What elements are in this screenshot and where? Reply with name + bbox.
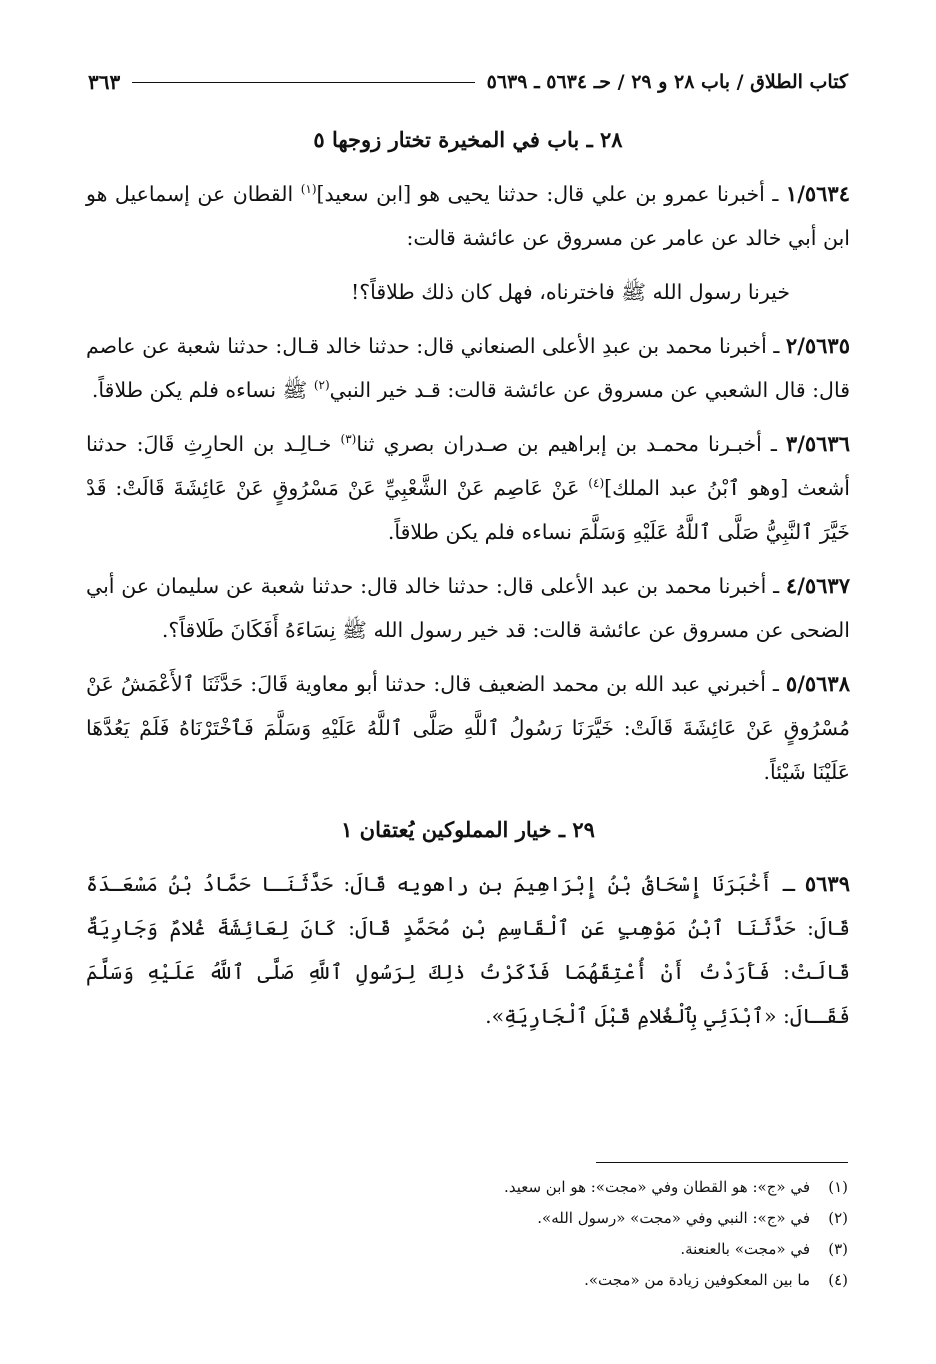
hadith-paragraph — [86, 862, 850, 1038]
footnote-number: (١) — [828, 1178, 848, 1196]
footnote-text: ما بين المعكوفين زيادة من «مجت». — [584, 1271, 810, 1289]
hadith-number: ٢/٥٦٣٥ — [785, 333, 850, 358]
footnote — [200, 1234, 848, 1265]
hadith-text: ـ أخبرنا عمرو بن علي قال: حدثنا يحيى هو [ابن سعيد] — [316, 182, 786, 206]
hadith-number: ٥/٥٦٣٨ — [785, 671, 850, 696]
footnote-marker[interactable]: (٤) — [588, 476, 605, 491]
footnote-marker[interactable]: (٢) — [313, 378, 330, 393]
section-heading: ٢٩ ـ خيار المملوكين يُعتقان ١ — [341, 817, 595, 842]
hadith-paragraph — [86, 324, 850, 412]
footnote-text: في «ج»: النبي وفي «مجت» «رسول الله». — [537, 1209, 810, 1227]
footnote-divider — [596, 1162, 848, 1163]
footnote-number: (٢) — [828, 1209, 848, 1227]
hadith-text: القطان عن إسماعيل هو ابن أبي خالد عن عامر عن مسروق عن عائشة قالت: — [86, 182, 850, 250]
hadith-paragraph — [86, 172, 850, 260]
hadith-number: ١/٥٦٣٤ — [785, 181, 850, 206]
hadith-text: خـالِـد بن الحارِثِ قَالَ: حدثنا أشعث [وهو ٱبْنُ عبد الملك] — [86, 432, 850, 500]
hadith-quote: خيرنا رسول الله ﷺ فاخترناه، فهل كان ذلك طلاقاً؟! — [350, 280, 790, 304]
page-body — [86, 118, 850, 1048]
hadith-number: ٥٦٣٩ — [804, 871, 850, 896]
footnote-text: في «ج»: هو القطان وفي «مجت»: هو ابن سعيد. — [504, 1178, 810, 1196]
footnote-marker[interactable]: (٣) — [340, 432, 357, 447]
footnote-number: (٣) — [828, 1240, 848, 1258]
hadith-paragraph — [86, 662, 850, 794]
page-number: ٣٦٣ — [88, 70, 121, 94]
footnotes — [200, 1172, 848, 1296]
section-heading: ٢٨ ـ باب في المخيرة تختار زوجها ٥ — [313, 127, 623, 152]
header-rule — [132, 82, 474, 83]
hadith-text: ـ أخبرنا محمد بن عبدِ الأعلى الصنعاني قال: حدثنا خالد قـال: حدثنا شعبة عن عاصم قال: قال الشعبي عن مسروق عن عائشة قالت: قـد خير النبي — [86, 334, 850, 402]
footnote-number: (٤) — [828, 1271, 848, 1289]
footnote — [200, 1172, 848, 1203]
hadith-text: ـ أخبـرنا محمـد بن إبراهيم بن صـدران بصري ثنا — [356, 432, 786, 456]
footnote-marker[interactable]: (١) — [300, 182, 317, 197]
footnote — [200, 1265, 848, 1296]
hadith-number: ٤/٥٦٣٧ — [785, 573, 850, 598]
footnote — [200, 1203, 848, 1234]
hadith-text: ـ أخبرنا محمد بن عبد الأعلى قال: حدثنا خالد قال: حدثنا شعبة عن سليمان عن أبي الضحى عن مسروق عن عائشة قالت: قد خير رسول الله ﷺ نِسَاءَهُ أَفَكَانَ طَلاقاً؟. — [86, 574, 850, 642]
running-header — [88, 62, 848, 102]
footnote-text: في «مجت» بالعنعنة. — [680, 1240, 810, 1258]
hadith-text: ﷺ نساءه فلم يكن طلاقاً. — [91, 378, 314, 402]
hadith-paragraph — [86, 564, 850, 652]
hadith-number: ٣/٥٦٣٦ — [785, 431, 850, 456]
hadith-text: ـ أَخْبَرَنَا إِسْحَاقُ بْنُ إِبْرَاهِيمَ بن راهويه قَالَ: حَدَّثَنَـا حَمَّادُ بْنُ مَسْعَـدَةَ قَالَ: حَدَّثَنَا ٱبْنُ مَوْهِبٍ عَنِ ٱلْقَاسِمِ بْنِ مُحَمَّدٍ قَالَ: كَانَ لِعَائِشَةَ غُلامٌ وَجَارِيَةٌ قَالَتْ: فَأَرَدْتُ أَنْ أُعْتِقَهُمَا فَذَكَرْتُ ذٰلِكَ لِرَسُولِ ٱللَّهِ صَلَّى ٱللَّهُ عَلَيْهِ وَسَلَّمَ فَقَـالَ: «ٱبْدَئِي بِٱلْغُلامِ قَبْلَ ٱلْجَارِيَةِ». — [86, 872, 850, 1028]
header-title: كتاب الطلاق / باب ٢٨ و ٢٩ / حـ ٥٦٣٤ ـ ٥٦٣٩ — [486, 71, 848, 93]
hadith-text: ـ أخبرني عبد الله بن محمد الضعيف قال: حدثنا أبو معاوية قَالَ: حَدَّثَنَا ٱلأَعْمَشُ عَنْ مُسْرُوقٍ عَنْ عَائِشَةَ قَالَتْ: خَيَّرَنَا رَسُولُ ٱللَّهِ صَلَّى ٱللَّهُ عَلَيْهِ وَسَلَّمَ فَٱخْتَرْنَاهُ فَلَمْ يَعُدَّهَا عَلَيْنَا شَيْئاً. — [86, 672, 850, 784]
hadith-paragraph — [86, 422, 850, 554]
hadith-text: عَنْ عَاصِم عَنْ الشَّعْبِيِّ عَنْ مَسْرُوقٍ عَنْ عَائِشَةَ قَالَتْ: قَدْ خَيَّرَ ٱلنَّبِيُّ صَلَّى ٱللَّهُ عَلَيْهِ وَسَلَّمَ نساءه فلم يكن طلاقاً. — [86, 476, 850, 544]
